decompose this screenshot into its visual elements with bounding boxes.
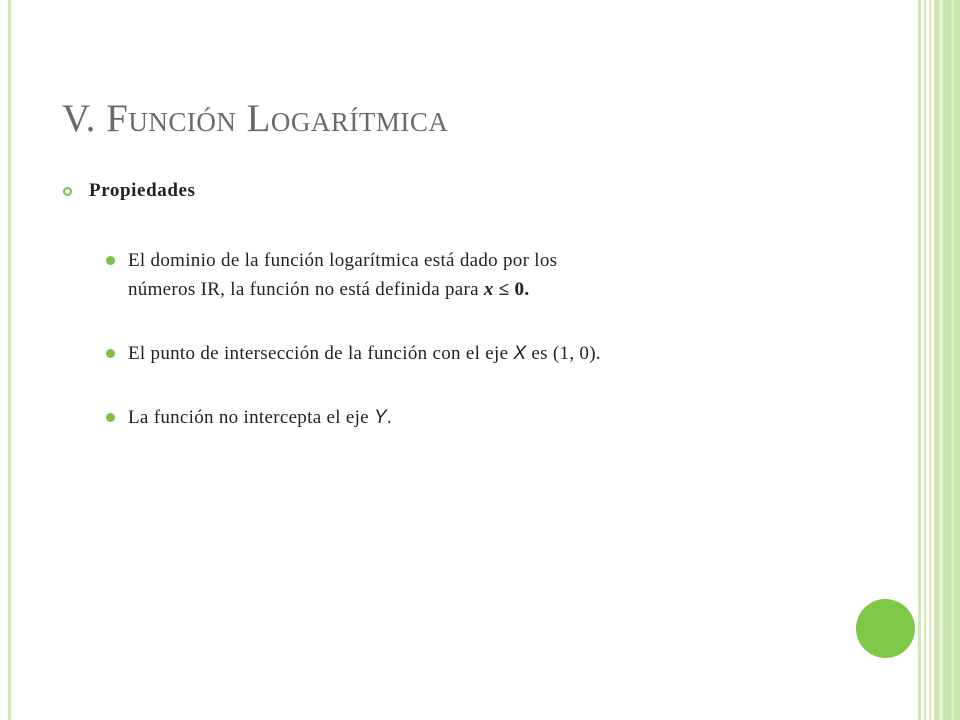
left-border-line: [8, 0, 11, 720]
domain-condition: ≤ 0.: [493, 279, 530, 300]
right-border-band: [934, 0, 960, 720]
bullet-text: El dominio de la función logarítmica está dado por los: [128, 250, 558, 271]
section-heading: Propiedades: [89, 180, 196, 201]
slide-title: V. Función Logarítmica: [62, 97, 449, 140]
bullet-text: es (1, 0).: [526, 343, 601, 364]
bullet-text: números IR, la función no está definida para: [128, 279, 484, 300]
bullet-dot-icon: [106, 413, 115, 422]
list-item: [106, 403, 826, 432]
variable-x: x: [483, 279, 494, 300]
axis-y-label: Y: [373, 407, 387, 428]
right-border-band: [918, 0, 921, 720]
list-item: [106, 339, 826, 368]
properties-list: [106, 246, 826, 432]
decorative-circle: [856, 599, 915, 658]
axis-x-label: X: [513, 343, 527, 364]
section-heading-row: [63, 180, 196, 202]
right-border-band: [939, 0, 943, 720]
bullet-text: .: [386, 407, 392, 428]
ring-bullet-icon: [63, 187, 72, 196]
bullet-text: El punto de intersección de la función con el eje: [128, 343, 514, 364]
bullet-text: La función no intercepta el eje: [128, 407, 374, 428]
bullet-dot-icon: [106, 349, 115, 358]
right-border-band: [924, 0, 926, 720]
right-border-band: [929, 0, 931, 720]
bullet-dot-icon: [106, 256, 115, 265]
right-border-band: [951, 0, 954, 720]
list-item: [106, 246, 826, 304]
